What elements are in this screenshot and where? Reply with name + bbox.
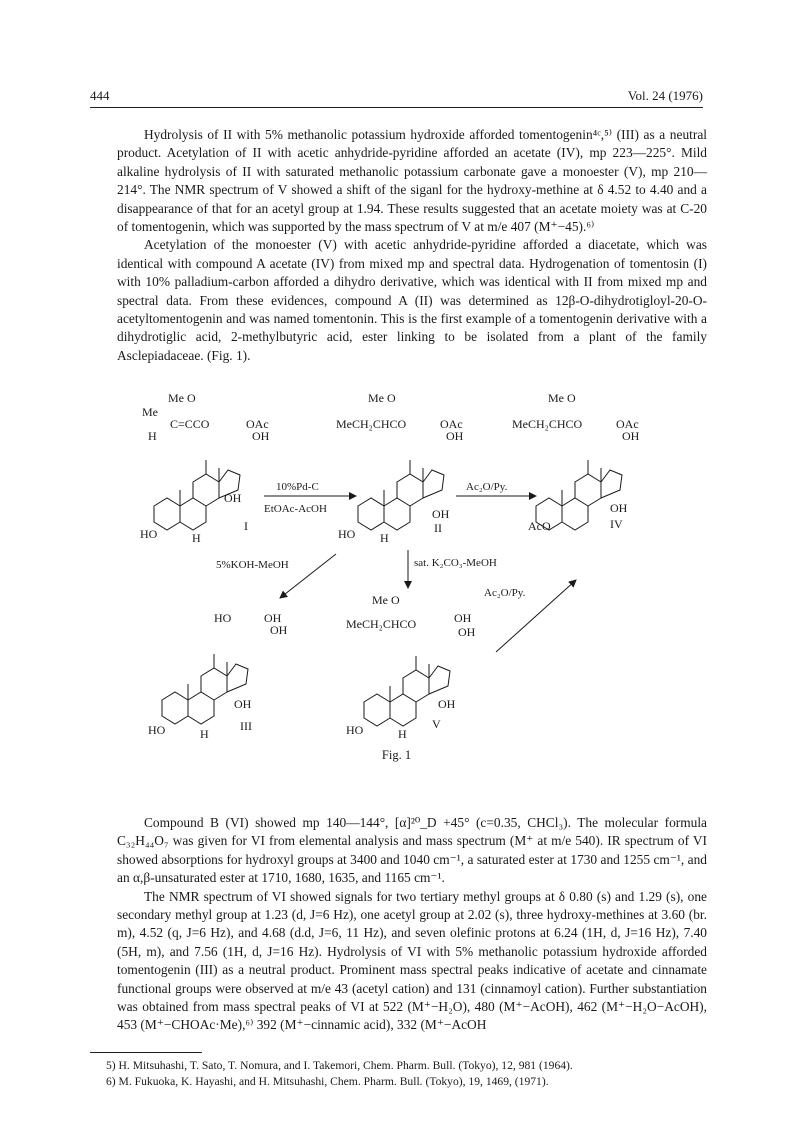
label-me: Me [142, 405, 158, 419]
label-ho: HO [338, 527, 356, 541]
label-oac: OAc [440, 417, 463, 431]
footnote: 6) M. Fukuoka, K. Hayashi, and H. Mitsuhashi, Chem. Pharm. Bull. (Tokyo), 19, 1469, (1971). [106, 1075, 549, 1088]
arrow-condition: 5%KOH-MeOH [216, 559, 289, 571]
label-oh: OH [446, 429, 464, 443]
label-c-cco: C=CCO [170, 417, 210, 431]
figure-caption: Fig. 1 [381, 748, 412, 762]
label-oh: OH [622, 429, 640, 443]
footnotes [106, 1058, 706, 1090]
label-oh: OH [458, 625, 476, 639]
arrow-condition: EtOAc-AcOH [264, 503, 327, 515]
reaction-scheme-svg [140, 390, 700, 740]
volume-label: Vol. 24 (1976) [627, 88, 703, 103]
label-mech2chco: MeCH₂CHCO [336, 417, 407, 431]
paragraph: Hydrolysis of II with 5% methanolic potassium hydroxide afforded tomentogenin⁴ᶜ,⁵⁾ (III) as a neutral product. Acetylation of II with acetic anhydride-pyridine afforded an acetate (IV), mp 223—225°. Mild alkaline hydrolysis of II with saturated methanolic potassium carbonate gave a monoester (V), mp 210—214°. The NMR spectrum of V showed a shift of the siganl for the hydroxy-methine at δ 4.52 to 4.40 and a disappearance of that for an acetyl group at 1.94. These results suggested that an acetate moiety was at C-20 of tomentogenin, which was supported by the mass spectrum of V at m/e 407 (M⁺−45).⁶⁾ [117, 127, 707, 235]
label-oh: OH [252, 429, 270, 443]
label-oh: OH [438, 697, 456, 711]
arrow-condition: Ac₂O/Py. [466, 481, 508, 493]
label-oh: OH [454, 611, 472, 625]
label-oac: OAc [246, 417, 269, 431]
compound-IV [512, 391, 640, 533]
compound-label: IV [610, 517, 623, 531]
label-mech2chco: MeCH₂CHCO [346, 617, 417, 631]
footnote: 5) H. Mitsuhashi, T. Sato, T. Nomura, and I. Takemori, Chem. Pharm. Bull. (Tokyo), 12, 981 (1964). [106, 1059, 573, 1072]
compound-label: II [434, 521, 442, 535]
label-h: H [398, 727, 407, 740]
label-oh: OH [432, 507, 450, 521]
label-meo: Me O [548, 391, 576, 405]
body-text-bottom [117, 814, 707, 1035]
paragraph: Acetylation of the monoester (V) with acetic anhydride-pyridine afforded a diacetate, which was identical with compound A acetate (IV) from mixed mp and spectral data. Hydrogenation of tomentosin (I) with 10% palladium-carbon afforded a dihydro derivative, which was identical with II from mixed mp and spectral data. From these evidences, compound A (II) was determined as 12β-O-dihydrotigloyl-20-O-acetyltomentogenin and was named tomentonin. This is the first example of a tomentogenin derivative with a dihydrotiglic acid, 2-methylbutyric acid, ester linking to be isolated from a plant of the family Asclepiadaceae. (Fig. 1). [117, 237, 707, 363]
label-ho: HO [140, 527, 158, 541]
paragraph: The NMR spectrum of VI showed signals for two tertiary methyl groups at δ 0.80 (s) and 1.29 (s), one secondary methyl group at 1.23 (d, J=6 Hz), one acetyl group at 2.02 (s), three hydroxy-methines at 3.60 (br. m), 4.52 (q, J=6 Hz), and 4.68 (d.d, J=6, 11 Hz), and seven olefinic protons at 6.24 (1H, d, J=16 Hz), 7.40 (5H, m), and 7.56 (1H, d, J=16 Hz). Hydrolysis of VI with 5% methanolic potassium hydroxide afforded tomentogenin (III) as a neutral product. Prominent mass spectral peaks indicative of acetate and cinnamate functional groups were observed at m/e 43 (acetyl cation) and 131 (cinnamoyl cation). Further substantiation was obtained from mass spectral peaks of VI at 522 (M⁺−H₂O), 480 (M⁺−AcOH), 462 (M⁺−H₂O−AcOH), 453 (M⁺−CHOAc·Me),⁶⁾ 392 (M⁺−cinnamic acid), 332 (M⁺−AcOH [117, 888, 707, 1033]
label-h: H [380, 531, 389, 545]
compound-label: I [244, 519, 248, 533]
label-meo: Me O [168, 391, 196, 405]
label-meo: Me O [372, 593, 400, 607]
header-rule [90, 107, 703, 108]
label-aco: AcO [528, 519, 551, 533]
arrow-condition: Ac₂O/Py. [484, 587, 526, 599]
label-ho: HO [148, 723, 166, 737]
label-oh: OH [234, 697, 252, 711]
body-text-top [117, 126, 707, 365]
label-oh: OH [270, 623, 288, 637]
label-ho: HO [346, 723, 364, 737]
compound-II [336, 391, 464, 545]
label-h: H [200, 727, 209, 740]
arrow-condition: 10%Pd-C [276, 481, 319, 493]
arrow-condition: sat. K₂CO₃-MeOH [414, 557, 497, 569]
compound-III [148, 611, 288, 740]
compound-V [346, 593, 476, 740]
label-h: H [148, 429, 157, 443]
compound-label: III [240, 719, 252, 733]
label-oac: OAc [616, 417, 639, 431]
label-mech2chco: MeCH₂CHCO [512, 417, 583, 431]
reaction-scheme-figure [140, 390, 700, 740]
page-number: 444 [90, 88, 110, 103]
label-meo: Me O [368, 391, 396, 405]
label-h: H [192, 531, 201, 545]
footnote-rule [90, 1052, 202, 1053]
label-oh: OH [224, 491, 242, 505]
compound-label: V [432, 717, 441, 731]
label-oh: OH [610, 501, 628, 515]
paragraph: Compound B (VI) showed mp 140—144°, [α]²⁰_D +45° (c=0.35, CHCl₃). The molecular formula C₃₂H₄₄O₇ was given for VI from elemental analysis and mass spectrum (M⁺ at m/e 540). IR spectrum of VI showed absorptions for hydroxyl groups at 3400 and 1040 cm⁻¹, a saturated ester at 1730 and 1255 cm⁻¹, and an α,β-unsaturated ester at 1710, 1680, 1635, and 1165 cm⁻¹. [117, 815, 707, 886]
label-oh: OH [264, 611, 282, 625]
label-ho: HO [214, 611, 232, 625]
compound-I [140, 391, 270, 545]
running-header [90, 88, 703, 108]
